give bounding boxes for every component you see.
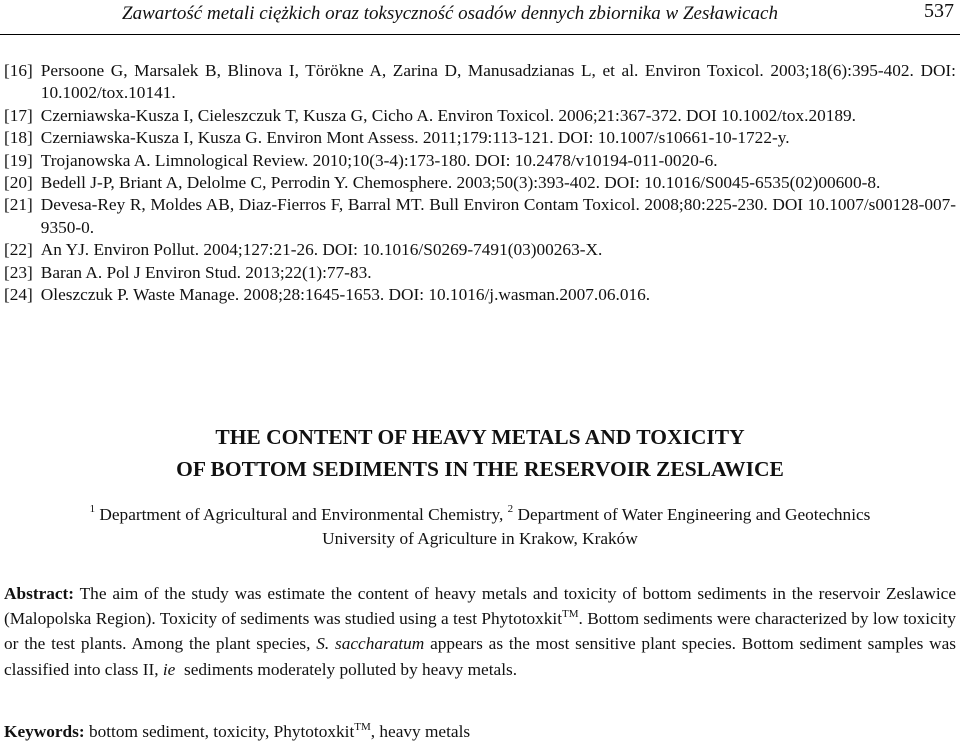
- keywords: [4, 720, 956, 744]
- reference-item: [4, 127, 956, 149]
- department-1: Department of Agricultural and Environmental Chemistry,: [99, 505, 504, 524]
- reference-text: Oleszczuk P. Waste Manage. 2008;28:1645-1653. DOI: 10.1016/j.wasman.2007.06.016.: [40, 285, 651, 305]
- title-line-1: THE CONTENT OF HEAVY METALS AND TOXICITY: [215, 425, 745, 449]
- reference-number: [20]: [4, 173, 33, 193]
- paper-title: [0, 421, 960, 485]
- trademark-mark: TM: [562, 608, 579, 621]
- affiliation-departments: [0, 503, 960, 527]
- title-line-2: OF BOTTOM SEDIMENTS IN THE RESERVOIR ZESLAWICE: [176, 457, 784, 481]
- reference-item: [4, 172, 956, 194]
- reference-item: [4, 60, 956, 105]
- reference-text: Persoone G, Marsalek B, Blinova I, Törökne A, Zarina D, Manusadzianas L, et al. Environ Toxicol. 2003;18(6):395-402. DOI: 10.1002/tox.10141.: [40, 61, 956, 103]
- reference-number: [23]: [4, 262, 33, 282]
- reference-text: Baran A. Pol J Environ Stud. 2013;22(1):77-83.: [40, 262, 372, 282]
- reference-text: Bedell J-P, Briant A, Delolme C, Perrodin Y. Chemosphere. 2003;50(3):393-402. DOI: 10.1016/S0045-6535(02)00600-8.: [40, 173, 881, 193]
- page-number: 537: [924, 0, 954, 22]
- reference-item: [4, 105, 956, 127]
- abstract: [4, 581, 956, 682]
- ie-abbrev: ie: [162, 659, 176, 679]
- reference-number: [21]: [4, 195, 33, 215]
- reference-item: [4, 194, 956, 239]
- abstract-text-4: sediments moderately polluted by heavy metals.: [183, 659, 518, 679]
- reference-number: [18]: [4, 128, 33, 148]
- abstract-text-2: . Bottom sediments were characterized by low toxicity or the test plants. Among the plant species,: [4, 609, 956, 654]
- reference-text: Devesa-Rey R, Moldes AB, Diaz-Fierros F, Barral MT. Bull Environ Contam Toxicol. 2008;80:225-230. DOI 10.1007/s00128-007-9350-0.: [40, 195, 956, 237]
- affiliation: [0, 503, 960, 551]
- department-2: Department of Water Engineering and Geotechnics: [517, 505, 871, 524]
- keywords-text-2: , heavy metals: [370, 722, 471, 741]
- reference-number: [19]: [4, 150, 33, 170]
- reference-text: Czerniawska-Kusza I, Kusza G. Environ Mont Assess. 2011;179:113-121. DOI: 10.1007/s10661-10-1722-y.: [40, 128, 790, 148]
- reference-number: [22]: [4, 240, 33, 260]
- running-header: [0, 0, 960, 35]
- species-name: S. saccharatum: [316, 634, 425, 654]
- reference-number: [16]: [4, 61, 33, 80]
- reference-text: Trojanowska A. Limnological Review. 2010;10(3-4):173-180. DOI: 10.2478/v10194-011-0020-6.: [40, 150, 718, 170]
- reference-item: [4, 262, 956, 284]
- university: University of Agriculture in Krakow, Kraków: [322, 529, 638, 548]
- reference-item: [4, 239, 956, 261]
- reference-list: [4, 60, 956, 306]
- reference-text: Czerniawska-Kusza I, Cieleszczuk T, Kusza G, Cicho A. Environ Toxicol. 2006;21:367-372. DOI 10.1002/tox.20189.: [40, 105, 856, 125]
- reference-number: [17]: [4, 105, 33, 125]
- running-title: Zawartość metali ciężkich oraz toksyczność osadów dennych zbiornika w Zesławicach: [122, 3, 778, 24]
- abstract-label: Abstract:: [4, 584, 75, 603]
- abstract-text-1: The aim of the study was estimate the content of heavy metals and toxicity of bottom sediments in the reservoir Zeslawice (Malopolska Region). Toxicity of sediments was studied using a test Phytotoxkit: [4, 584, 956, 629]
- keywords-trademark: TM: [354, 721, 371, 733]
- affiliation-marker-2: 2: [507, 503, 514, 515]
- reference-text: An YJ. Environ Pollut. 2004;127:21-26. DOI: 10.1016/S0269-7491(03)00263-X.: [40, 240, 603, 260]
- reference-item: [4, 284, 956, 306]
- keywords-label: Keywords:: [4, 722, 85, 741]
- reference-number: [24]: [4, 285, 33, 305]
- reference-item: [4, 150, 956, 172]
- affiliation-marker-1: 1: [89, 503, 96, 515]
- keywords-text-1: bottom sediment, toxicity, Phytotoxkit: [88, 722, 355, 741]
- abstract-text-3: appears as the most sensitive plant species. Bottom sediment samples was classified into class II,: [4, 634, 956, 679]
